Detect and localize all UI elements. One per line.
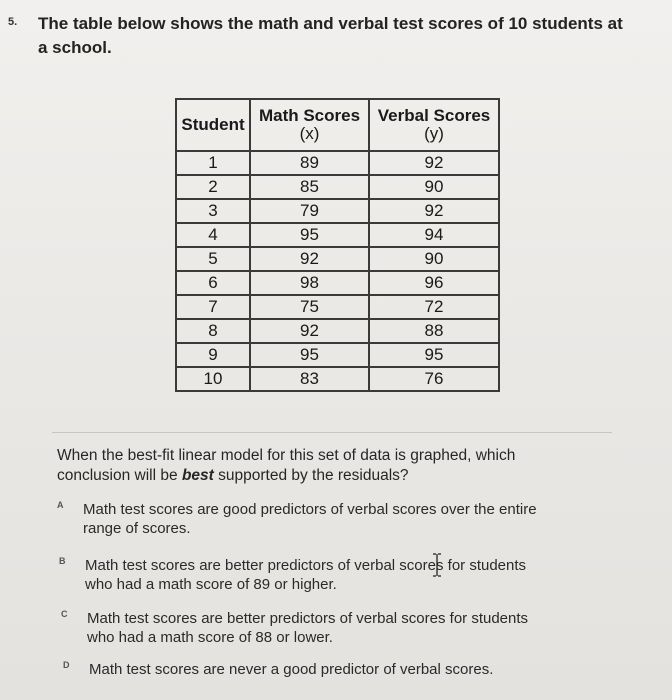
choice-a[interactable]: [57, 500, 617, 538]
choice-text: Math test scores are good predictors of verbal scores over the entire range of scores.: [83, 501, 537, 537]
cell-student: 1: [176, 151, 250, 175]
cell-math: 92: [250, 319, 369, 343]
question-header: [8, 12, 648, 60]
scores-table: [175, 98, 500, 392]
cell-math: 95: [250, 343, 369, 367]
cell-student: 2: [176, 175, 250, 199]
question-prompt: [57, 446, 617, 486]
cell-student: 7: [176, 295, 250, 319]
cell-math: 75: [250, 295, 369, 319]
cell-math: 95: [250, 223, 369, 247]
table-row: [176, 199, 499, 223]
question-number: 5.: [8, 16, 18, 28]
cell-student: 6: [176, 271, 250, 295]
cell-student: 10: [176, 367, 250, 391]
question-text: [38, 12, 648, 60]
question-text-line1: The table below shows the math and verbal test scores of 10 students at: [38, 14, 623, 33]
table-row: [176, 223, 499, 247]
choice-letter: A: [57, 500, 64, 510]
section-divider: [52, 432, 612, 433]
cell-student: 5: [176, 247, 250, 271]
choice-letter: B: [59, 556, 66, 566]
table-row: [176, 367, 499, 391]
table-row: [176, 295, 499, 319]
cell-verbal: 90: [369, 175, 499, 199]
choice-d[interactable]: [63, 660, 623, 679]
prompt-line1: When the best-fit linear model for this set of data is graphed, which: [57, 447, 516, 464]
cell-verbal: 76: [369, 367, 499, 391]
cell-student: 3: [176, 199, 250, 223]
choice-text: Math test scores are better predictors of verbal scores for students who had a math score of 89 or higher.: [85, 557, 527, 593]
prompt-line2: conclusion will be best supported by the residuals?: [57, 467, 409, 484]
cell-student: 4: [176, 223, 250, 247]
cell-math: 89: [250, 151, 369, 175]
header-student: Student: [176, 99, 250, 151]
header-math-label: Math Scores: [258, 106, 361, 125]
cell-verbal: 96: [369, 271, 499, 295]
cell-math: 83: [250, 367, 369, 391]
table-row: [176, 319, 499, 343]
header-math-var: (x): [299, 124, 320, 143]
header-verbal-scores: [369, 99, 499, 151]
header-verbal-var: (y): [424, 124, 444, 143]
cell-math: 79: [250, 199, 369, 223]
table-row: [176, 151, 499, 175]
cell-verbal: 94: [369, 223, 499, 247]
cell-student: 9: [176, 343, 250, 367]
choice-letter: C: [61, 609, 68, 619]
cell-math: 85: [250, 175, 369, 199]
cell-math: 98: [250, 271, 369, 295]
choice-b[interactable]: [59, 556, 619, 594]
question-text-line2: a school.: [38, 38, 112, 57]
text-cursor-icon: [432, 553, 442, 577]
choice-text: Math test scores are better predictors of verbal scores for students who had a math score of 88 or lower.: [87, 610, 529, 646]
cell-student: 8: [176, 319, 250, 343]
table-row: [176, 343, 499, 367]
cell-verbal: 95: [369, 343, 499, 367]
cell-math: 92: [250, 247, 369, 271]
cell-verbal: 88: [369, 319, 499, 343]
cell-verbal: 72: [369, 295, 499, 319]
choice-c[interactable]: [61, 609, 621, 647]
prompt-emphasis: best: [181, 467, 214, 484]
table-header-row: [176, 99, 499, 151]
choice-text: Math test scores are never a good predictor of verbal scores.: [89, 661, 494, 678]
header-math-scores: [250, 99, 369, 151]
table-row: [176, 247, 499, 271]
table-row: [176, 271, 499, 295]
cell-verbal: 92: [369, 199, 499, 223]
header-verbal-label: Verbal Scores: [377, 106, 491, 125]
table-row: [176, 175, 499, 199]
choice-letter: D: [63, 660, 70, 670]
cell-verbal: 92: [369, 151, 499, 175]
cell-verbal: 90: [369, 247, 499, 271]
